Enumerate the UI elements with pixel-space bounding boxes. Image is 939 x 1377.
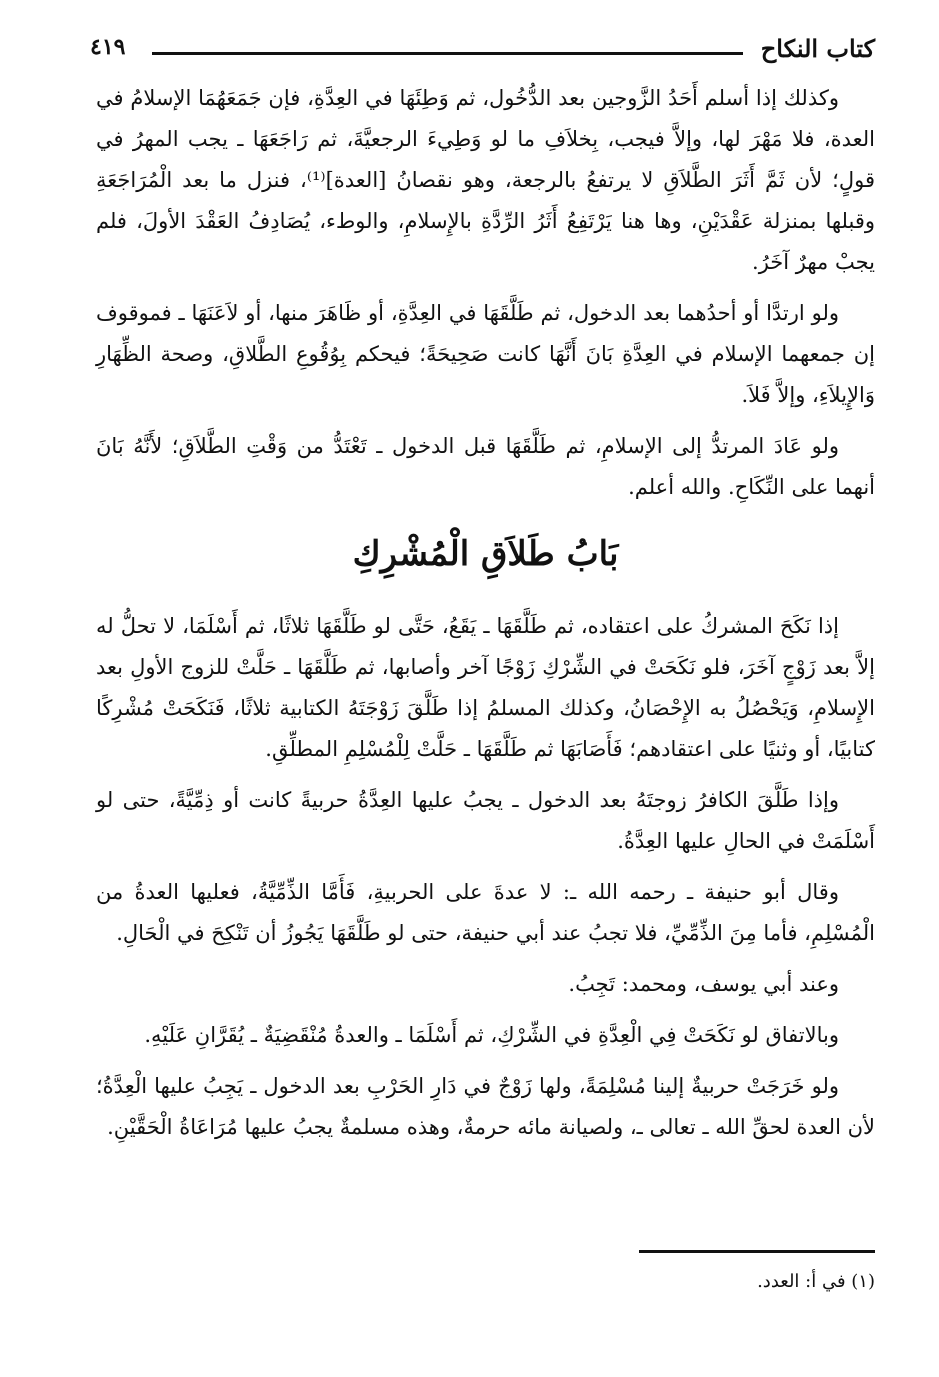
footnote: (١) في أ: العدد.	[757, 1271, 875, 1292]
paragraph: وعند أبي يوسف، ومحمد: تَجِبُ.	[568, 972, 839, 996]
section-heading: بَابُ طَلاَقِ الْمُشْرِكِ	[352, 534, 619, 574]
paragraph: وكذلك إذا أسلم أَحَدُ الزَّوجين بعد الدُّخُول، ثم وَطِئَهَا في العِدَّةِ، فإن جَمَعَهُمَا الإسلامُ في العدة، فلا مَهْرَ لها، وإلاَّ فيجب، بِخلاَفِ ما لو وَطِيءَ الرجعيَّةَ، ثم رَاجَعَهَا ـ يجب المهرُ في قولٍ؛ لأن ثَمَّ أَثَرَ الطَّلاَقِ لا يرتفعُ بالرجعة، وهو نقصانُ [العدة]⁽¹⁾، فنزل ما بعد الْمُرَاجَعَةِ وقبلها بمنزلة عَقْدَيْنِ، وها هنا يَرْتَفِعُ أَثَرُ الرِّدَّةِ بالإِسلامِ، والوطء، يُصَادِفُ العَقْدَ الأولَ، فلم يجبْ مهرٌ آخَرُ.	[96, 86, 875, 274]
book-title: كتاب النكاح	[760, 34, 875, 63]
paragraph: ولو عَادَ المرتدُّ إلى الإسلامِ، ثم طَلَّقَهَا قبل الدخول ـ تَعْتَدُّ من وَقْتِ الطَّلاَقِ؛ لأَنَّهُ بَانَ أنهما على النِّكَاحِ. والله أعلم.	[96, 434, 875, 499]
page-number: ٤١٩	[90, 34, 126, 60]
main-text	[96, 78, 875, 1158]
paragraph: إذا نَكَحَ المشركُ على اعتقاده، ثم طَلَّقَهَا ـ يَقَعُ، حَتَّى لو طَلَّقَهَا ثلاثًا، ثم أَسْلَمَا، لا تحلُّ له إلاَّ بعد زَوْجٍ آخَرَ، فلو نَكَحَتْ في الشِّرْكِ زَوْجًا آخر وأصابها، ثم طَلَّقَهَا ـ حَلَّتْ للزوج الأولِ بعد الإِسلامِ، وَيَحْصُلُ به الإِحْصَانُ، وكذلك المسلمُ إذا طَلَّقَ زَوْجَتَهُ الكتابية ثلاثًا، فَنَكَحَتْ مُشْرِكًا كتابيًا، أو وثنيًا على اعتقادهم؛ فَأَصَابَهَا ثم طَلَّقَهَا ـ حَلَّتْ لِلْمُسْلِمِ المطلِّقِ.	[96, 614, 875, 761]
paragraph: وبالاتفاق لو نَكَحَتْ فِي الْعِدَّةِ في الشِّرْكِ، ثم أَسْلَمَا ـ والعدةُ مُنْقَضِيَةٌ ـ يُقَرَّانِ عَلَيْهِ.	[144, 1023, 839, 1047]
paragraph: وقال أبو حنيفة ـ رحمه الله ـ: لا عدةَ على الحربيةِ، فَأَمَّا الذِّمِّيَّةُ، فعليها العدةُ من الْمُسْلِمِ، فأما مِنَ الذِّمِّيِّ، فلا تجبُ عند أبي حنيفة، حتى لو طَلَّقَهَا يَجُوزُ أن تَنْكِحَ في الْحَالِ.	[96, 880, 875, 945]
running-header	[90, 28, 875, 68]
header-rule	[152, 52, 743, 55]
paragraph: ولو خَرَجَتْ حربيةٌ إلينا مُسْلِمَةً، ولها زَوْجٌ في دَارِ الحَرْبِ بعد الدخول ـ يَجِبُ عليها الْعِدَّةُ؛ لأن العدة لحقِّ الله ـ تعالى ـ، ولصيانة مائه حرمةٌ، وهذه مسلمةٌ يجبُ عليها مُرَاعَاةُ الْحَقَّيْنِ.	[96, 1074, 875, 1139]
footnote-divider	[639, 1250, 875, 1253]
paragraph: وإذا طَلَّقَ الكافرُ زوجتَهُ بعد الدخول ـ يجبُ عليها العِدَّةُ حربيةً كانت أو ذِمِّيَّةً، حتى لو أَسْلَمَتْ في الحالِ عليها العِدَّةُ.	[96, 788, 875, 853]
paragraph: ولو ارتدَّا أو أحدُهما بعد الدخول، ثم طَلَّقَهَا في العِدَّةِ، أو ظَاهَرَ منها، أو لاَعَنَهَا ـ فموقوف إن جمعهما الإسلام في العِدَّةِ بَانَ أَنَّهَا كانت صَحِيحَةً؛ فيحكم بِوُقُوعِ الطَّلاقِ، وصحة الظِّهَارِ وَالإِيلاَءِ، وإلاَّ فَلاَ.	[96, 301, 875, 407]
